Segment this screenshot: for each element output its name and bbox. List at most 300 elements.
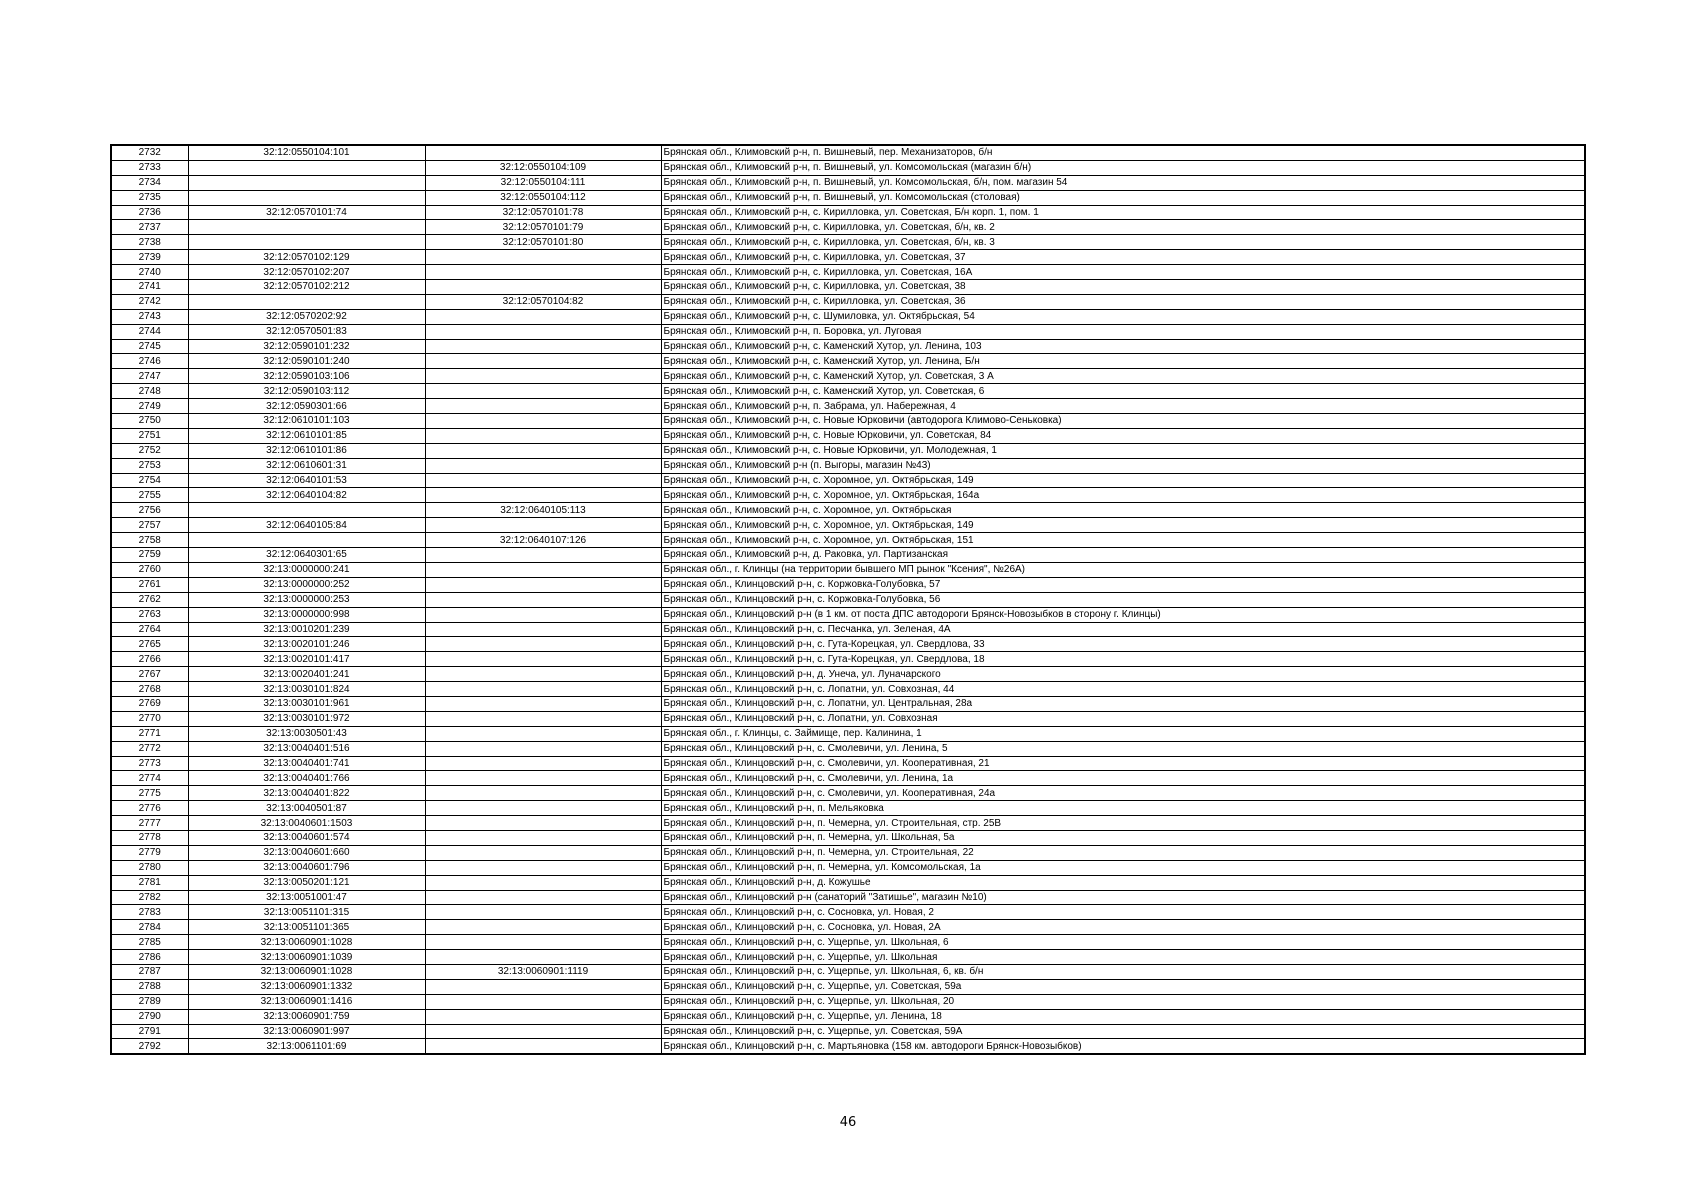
address-cell: Брянская обл., Клинцовский р-н, с. Ущерпье, ул. Школьная bbox=[661, 950, 1585, 965]
cadastral-number-cell: 32:13:0040401:822 bbox=[188, 786, 425, 801]
table-row bbox=[111, 875, 1585, 890]
object-cadastral-number-cell bbox=[425, 652, 661, 667]
object-cadastral-number-cell bbox=[425, 488, 661, 503]
property-table-body bbox=[111, 145, 1585, 1054]
row-number-cell: 2788 bbox=[111, 979, 188, 994]
table-row bbox=[111, 235, 1585, 250]
cadastral-number-cell: 32:13:0060901:997 bbox=[188, 1024, 425, 1039]
table-row bbox=[111, 488, 1585, 503]
cadastral-number-cell: 32:12:0570102:129 bbox=[188, 250, 425, 265]
cadastral-number-cell: 32:13:0060901:1416 bbox=[188, 994, 425, 1009]
object-cadastral-number-cell bbox=[425, 577, 661, 592]
cadastral-number-cell: 32:13:0030101:961 bbox=[188, 696, 425, 711]
row-number-cell: 2772 bbox=[111, 741, 188, 756]
object-cadastral-number-cell: 32:12:0550104:111 bbox=[425, 175, 661, 190]
table-row bbox=[111, 860, 1585, 875]
table-row bbox=[111, 979, 1585, 994]
object-cadastral-number-cell bbox=[425, 548, 661, 563]
cadastral-number-cell: 32:13:0000000:252 bbox=[188, 577, 425, 592]
address-cell: Брянская обл., Климовский р-н, с. Хоромное, ул. Октябрьская, 151 bbox=[661, 533, 1585, 548]
address-cell: Брянская обл., Климовский р-н, с. Каменский Хутор, ул. Советская, 3 А bbox=[661, 369, 1585, 384]
object-cadastral-number-cell bbox=[425, 324, 661, 339]
cadastral-number-cell bbox=[188, 190, 425, 205]
row-number-cell: 2734 bbox=[111, 175, 188, 190]
cadastral-number-cell: 32:13:0020101:417 bbox=[188, 652, 425, 667]
cadastral-number-cell: 32:13:0040601:660 bbox=[188, 845, 425, 860]
address-cell: Брянская обл., Клинцовский р-н, с. Мартьяновка (158 км. автодороги Брянск-Новозыбков) bbox=[661, 1039, 1585, 1054]
address-cell: Брянская обл., Климовский р-н, с. Кирилловка, ул. Советская, 37 bbox=[661, 250, 1585, 265]
table-row bbox=[111, 845, 1585, 860]
row-number-cell: 2739 bbox=[111, 250, 188, 265]
cadastral-number-cell: 32:12:0590101:240 bbox=[188, 354, 425, 369]
cadastral-number-cell: 32:12:0590301:66 bbox=[188, 399, 425, 414]
object-cadastral-number-cell bbox=[425, 950, 661, 965]
object-cadastral-number-cell bbox=[425, 920, 661, 935]
row-number-cell: 2735 bbox=[111, 190, 188, 205]
cadastral-number-cell: 32:13:0040401:516 bbox=[188, 741, 425, 756]
object-cadastral-number-cell bbox=[425, 518, 661, 533]
address-cell: Брянская обл., Климовский р-н, с. Каменский Хутор, ул. Ленина, Б/н bbox=[661, 354, 1585, 369]
row-number-cell: 2783 bbox=[111, 905, 188, 920]
address-cell: Брянская обл., Климовский р-н, п. Вишневый, ул. Комсомольская (столовая) bbox=[661, 190, 1585, 205]
object-cadastral-number-cell bbox=[425, 414, 661, 429]
object-cadastral-number-cell: 32:12:0640105:113 bbox=[425, 503, 661, 518]
cadastral-number-cell: 32:13:0060901:759 bbox=[188, 1009, 425, 1024]
row-number-cell: 2774 bbox=[111, 771, 188, 786]
property-table bbox=[110, 144, 1586, 1055]
row-number-cell: 2744 bbox=[111, 324, 188, 339]
cadastral-number-cell: 32:13:0040601:1503 bbox=[188, 816, 425, 831]
row-number-cell: 2764 bbox=[111, 622, 188, 637]
row-number-cell: 2784 bbox=[111, 920, 188, 935]
row-number-cell: 2771 bbox=[111, 726, 188, 741]
address-cell: Брянская обл., Клинцовский р-н, п. Мельяковка bbox=[661, 801, 1585, 816]
cadastral-number-cell: 32:13:0040501:87 bbox=[188, 801, 425, 816]
row-number-cell: 2760 bbox=[111, 562, 188, 577]
table-row bbox=[111, 816, 1585, 831]
row-number-cell: 2759 bbox=[111, 548, 188, 563]
row-number-cell: 2777 bbox=[111, 816, 188, 831]
address-cell: Брянская обл., Клинцовский р-н, с. Ущерпье, ул. Школьная, 6 bbox=[661, 935, 1585, 950]
object-cadastral-number-cell bbox=[425, 905, 661, 920]
address-cell: Брянская обл., Клинцовский р-н, с. Коржовка-Голубовка, 57 bbox=[661, 577, 1585, 592]
cadastral-number-cell bbox=[188, 235, 425, 250]
object-cadastral-number-cell bbox=[425, 399, 661, 414]
table-row bbox=[111, 428, 1585, 443]
cadastral-number-cell: 32:13:0000000:998 bbox=[188, 607, 425, 622]
row-number-cell: 2747 bbox=[111, 369, 188, 384]
address-cell: Брянская обл., Клинцовский р-н, с. Лопатни, ул. Совхозная, 44 bbox=[661, 682, 1585, 697]
row-number-cell: 2733 bbox=[111, 160, 188, 175]
cadastral-number-cell: 32:12:0570501:83 bbox=[188, 324, 425, 339]
cadastral-number-cell bbox=[188, 220, 425, 235]
row-number-cell: 2779 bbox=[111, 845, 188, 860]
row-number-cell: 2781 bbox=[111, 875, 188, 890]
table-row bbox=[111, 265, 1585, 280]
address-cell: Брянская обл., Клинцовский р-н, д. Кожушье bbox=[661, 875, 1585, 890]
table-row bbox=[111, 801, 1585, 816]
row-number-cell: 2780 bbox=[111, 860, 188, 875]
row-number-cell: 2751 bbox=[111, 428, 188, 443]
row-number-cell: 2767 bbox=[111, 667, 188, 682]
object-cadastral-number-cell bbox=[425, 265, 661, 280]
address-cell: Брянская обл., Клинцовский р-н, с. Смолевичи, ул. Кооперативная, 21 bbox=[661, 756, 1585, 771]
cadastral-number-cell: 32:13:0050201:121 bbox=[188, 875, 425, 890]
table-row bbox=[111, 607, 1585, 622]
object-cadastral-number-cell bbox=[425, 726, 661, 741]
object-cadastral-number-cell: 32:12:0570104:82 bbox=[425, 294, 661, 309]
row-number-cell: 2762 bbox=[111, 592, 188, 607]
row-number-cell: 2776 bbox=[111, 801, 188, 816]
address-cell: Брянская обл., Климовский р-н, п. Забрама, ул. Набережная, 4 bbox=[661, 399, 1585, 414]
object-cadastral-number-cell bbox=[425, 875, 661, 890]
address-cell: Брянская обл., Климовский р-н, с. Хоромное, ул. Октябрьская, 149 bbox=[661, 518, 1585, 533]
table-row bbox=[111, 1039, 1585, 1054]
table-row bbox=[111, 935, 1585, 950]
address-cell: Брянская обл., Клинцовский р-н, с. Песчанка, ул. Зеленая, 4А bbox=[661, 622, 1585, 637]
table-row bbox=[111, 1024, 1585, 1039]
cadastral-number-cell: 32:12:0610101:86 bbox=[188, 443, 425, 458]
table-row bbox=[111, 250, 1585, 265]
object-cadastral-number-cell bbox=[425, 443, 661, 458]
object-cadastral-number-cell bbox=[425, 801, 661, 816]
object-cadastral-number-cell: 32:12:0570101:80 bbox=[425, 235, 661, 250]
cadastral-number-cell: 32:12:0640301:65 bbox=[188, 548, 425, 563]
row-number-cell: 2745 bbox=[111, 339, 188, 354]
object-cadastral-number-cell bbox=[425, 845, 661, 860]
table-row bbox=[111, 473, 1585, 488]
cadastral-number-cell: 32:12:0550104:101 bbox=[188, 145, 425, 160]
object-cadastral-number-cell bbox=[425, 384, 661, 399]
cadastral-number-cell: 32:12:0640104:82 bbox=[188, 488, 425, 503]
page-number: 46 bbox=[839, 1115, 857, 1130]
object-cadastral-number-cell: 32:12:0570101:78 bbox=[425, 205, 661, 220]
address-cell: Брянская обл., Клинцовский р-н, п. Чемерна, ул. Строительная, стр. 25В bbox=[661, 816, 1585, 831]
address-cell: Брянская обл., Клинцовский р-н, с. Смолевичи, ул. Ленина, 1а bbox=[661, 771, 1585, 786]
cadastral-number-cell: 32:12:0640101:53 bbox=[188, 473, 425, 488]
cadastral-number-cell: 32:12:0590103:106 bbox=[188, 369, 425, 384]
row-number-cell: 2770 bbox=[111, 711, 188, 726]
address-cell: Брянская обл., г. Клинцы, с. Займище, пер. Калинина, 1 bbox=[661, 726, 1585, 741]
object-cadastral-number-cell bbox=[425, 607, 661, 622]
address-cell: Брянская обл., Климовский р-н, с. Каменский Хутор, ул. Советская, 6 bbox=[661, 384, 1585, 399]
address-cell: Брянская обл., Климовский р-н, с. Хоромное, ул. Октябрьская, 164а bbox=[661, 488, 1585, 503]
table-row bbox=[111, 562, 1585, 577]
address-cell: Брянская обл., Клинцовский р-н, с. Гута-Корецкая, ул. Свердлова, 33 bbox=[661, 637, 1585, 652]
cadastral-number-cell: 32:13:0051101:365 bbox=[188, 920, 425, 935]
object-cadastral-number-cell bbox=[425, 994, 661, 1009]
address-cell: Брянская обл., Климовский р-н (п. Выгоры, магазин №43) bbox=[661, 458, 1585, 473]
cadastral-number-cell: 32:13:0030101:972 bbox=[188, 711, 425, 726]
row-number-cell: 2746 bbox=[111, 354, 188, 369]
address-cell: Брянская обл., Клинцовский р-н, с. Лопатни, ул. Совхозная bbox=[661, 711, 1585, 726]
table-row bbox=[111, 324, 1585, 339]
table-row bbox=[111, 905, 1585, 920]
address-cell: Брянская обл., Климовский р-н, с. Новые Юрковичи, ул. Молодежная, 1 bbox=[661, 443, 1585, 458]
address-cell: Брянская обл., Клинцовский р-н (санаторий "Затишье", магазин №10) bbox=[661, 890, 1585, 905]
row-number-cell: 2753 bbox=[111, 458, 188, 473]
object-cadastral-number-cell bbox=[425, 369, 661, 384]
address-cell: Брянская обл., Клинцовский р-н, с. Лопатни, ул. Центральная, 28а bbox=[661, 696, 1585, 711]
table-row bbox=[111, 577, 1585, 592]
cadastral-number-cell: 32:12:0610101:85 bbox=[188, 428, 425, 443]
address-cell: Брянская обл., г. Клинцы (на территории бывшего МП рынок "Ксения", №26А) bbox=[661, 562, 1585, 577]
object-cadastral-number-cell bbox=[425, 428, 661, 443]
table-row bbox=[111, 637, 1585, 652]
object-cadastral-number-cell bbox=[425, 830, 661, 845]
table-row bbox=[111, 696, 1585, 711]
cadastral-number-cell: 32:13:0060901:1332 bbox=[188, 979, 425, 994]
row-number-cell: 2773 bbox=[111, 756, 188, 771]
cadastral-number-cell: 32:13:0000000:241 bbox=[188, 562, 425, 577]
address-cell: Брянская обл., Клинцовский р-н, д. Унеча, ул. Луначарского bbox=[661, 667, 1585, 682]
table-row bbox=[111, 503, 1585, 518]
row-number-cell: 2761 bbox=[111, 577, 188, 592]
cadastral-number-cell: 32:12:0590103:112 bbox=[188, 384, 425, 399]
row-number-cell: 2763 bbox=[111, 607, 188, 622]
row-number-cell: 2791 bbox=[111, 1024, 188, 1039]
cadastral-number-cell: 32:12:0570102:212 bbox=[188, 280, 425, 295]
cadastral-number-cell bbox=[188, 175, 425, 190]
cadastral-number-cell bbox=[188, 503, 425, 518]
cadastral-number-cell: 32:13:0060901:1039 bbox=[188, 950, 425, 965]
object-cadastral-number-cell bbox=[425, 339, 661, 354]
table-row bbox=[111, 294, 1585, 309]
cadastral-number-cell: 32:13:0040401:766 bbox=[188, 771, 425, 786]
table-row bbox=[111, 964, 1585, 979]
cadastral-number-cell: 32:13:0020101:246 bbox=[188, 637, 425, 652]
object-cadastral-number-cell bbox=[425, 309, 661, 324]
table-row bbox=[111, 518, 1585, 533]
table-row bbox=[111, 682, 1585, 697]
address-cell: Брянская обл., Клинцовский р-н, с. Ущерпье, ул. Школьная, 20 bbox=[661, 994, 1585, 1009]
table-row bbox=[111, 950, 1585, 965]
table-row bbox=[111, 369, 1585, 384]
object-cadastral-number-cell bbox=[425, 145, 661, 160]
table-row bbox=[111, 741, 1585, 756]
cadastral-number-cell: 32:12:0610101:103 bbox=[188, 414, 425, 429]
row-number-cell: 2778 bbox=[111, 830, 188, 845]
row-number-cell: 2749 bbox=[111, 399, 188, 414]
row-number-cell: 2756 bbox=[111, 503, 188, 518]
object-cadastral-number-cell bbox=[425, 935, 661, 950]
row-number-cell: 2754 bbox=[111, 473, 188, 488]
table-row bbox=[111, 309, 1585, 324]
cadastral-number-cell: 32:13:0020401:241 bbox=[188, 667, 425, 682]
table-row bbox=[111, 711, 1585, 726]
row-number-cell: 2787 bbox=[111, 964, 188, 979]
address-cell: Брянская обл., Клинцовский р-н, с. Коржовка-Голубовка, 56 bbox=[661, 592, 1585, 607]
table-row bbox=[111, 145, 1585, 160]
object-cadastral-number-cell bbox=[425, 473, 661, 488]
address-cell: Брянская обл., Клинцовский р-н, п. Чемерна, ул. Школьная, 5а bbox=[661, 830, 1585, 845]
object-cadastral-number-cell bbox=[425, 682, 661, 697]
table-row bbox=[111, 205, 1585, 220]
row-number-cell: 2737 bbox=[111, 220, 188, 235]
address-cell: Брянская обл., Климовский р-н, с. Каменский Хутор, ул. Ленина, 103 bbox=[661, 339, 1585, 354]
address-cell: Брянская обл., Клинцовский р-н (в 1 км. от поста ДПС автодороги Брянск-Новозыбков в сторону г. Клинцы) bbox=[661, 607, 1585, 622]
row-number-cell: 2755 bbox=[111, 488, 188, 503]
row-number-cell: 2750 bbox=[111, 414, 188, 429]
table-row bbox=[111, 533, 1585, 548]
address-cell: Брянская обл., Климовский р-н, с. Кирилловка, ул. Советская, б/н, кв. 3 bbox=[661, 235, 1585, 250]
address-cell: Брянская обл., Клинцовский р-н, с. Сосновка, ул. Новая, 2А bbox=[661, 920, 1585, 935]
object-cadastral-number-cell bbox=[425, 890, 661, 905]
object-cadastral-number-cell bbox=[425, 860, 661, 875]
object-cadastral-number-cell: 32:12:0640107:126 bbox=[425, 533, 661, 548]
cadastral-number-cell: 32:12:0610601:31 bbox=[188, 458, 425, 473]
object-cadastral-number-cell bbox=[425, 1024, 661, 1039]
table-row bbox=[111, 160, 1585, 175]
table-row bbox=[111, 220, 1585, 235]
object-cadastral-number-cell bbox=[425, 280, 661, 295]
table-row bbox=[111, 1009, 1585, 1024]
object-cadastral-number-cell bbox=[425, 979, 661, 994]
table-row bbox=[111, 548, 1585, 563]
table-row bbox=[111, 175, 1585, 190]
row-number-cell: 2736 bbox=[111, 205, 188, 220]
address-cell: Брянская обл., Климовский р-н, с. Кирилловка, ул. Советская, 38 bbox=[661, 280, 1585, 295]
table-row bbox=[111, 414, 1585, 429]
cadastral-number-cell: 32:13:0060901:1028 bbox=[188, 964, 425, 979]
table-row bbox=[111, 190, 1585, 205]
cadastral-number-cell: 32:12:0570102:207 bbox=[188, 265, 425, 280]
address-cell: Брянская обл., Клинцовский р-н, с. Гута-Корецкая, ул. Свердлова, 18 bbox=[661, 652, 1585, 667]
row-number-cell: 2743 bbox=[111, 309, 188, 324]
row-number-cell: 2792 bbox=[111, 1039, 188, 1054]
table-row bbox=[111, 652, 1585, 667]
object-cadastral-number-cell: 32:12:0570101:79 bbox=[425, 220, 661, 235]
address-cell: Брянская обл., Климовский р-н, д. Раковка, ул. Партизанская bbox=[661, 548, 1585, 563]
object-cadastral-number-cell bbox=[425, 816, 661, 831]
cadastral-number-cell bbox=[188, 160, 425, 175]
row-number-cell: 2785 bbox=[111, 935, 188, 950]
address-cell: Брянская обл., Климовский р-н, с. Кирилловка, ул. Советская, б/н, кв. 2 bbox=[661, 220, 1585, 235]
cadastral-number-cell: 32:13:0060901:1028 bbox=[188, 935, 425, 950]
row-number-cell: 2752 bbox=[111, 443, 188, 458]
table-row bbox=[111, 622, 1585, 637]
table-row bbox=[111, 920, 1585, 935]
row-number-cell: 2775 bbox=[111, 786, 188, 801]
cadastral-number-cell: 32:13:0030101:824 bbox=[188, 682, 425, 697]
address-cell: Брянская обл., Клинцовский р-н, с. Ущерпье, ул. Школьная, 6, кв. б/н bbox=[661, 964, 1585, 979]
address-cell: Брянская обл., Климовский р-н, с. Кирилловка, ул. Советская, Б/н корп. 1, пом. 1 bbox=[661, 205, 1585, 220]
object-cadastral-number-cell bbox=[425, 354, 661, 369]
row-number-cell: 2738 bbox=[111, 235, 188, 250]
object-cadastral-number-cell bbox=[425, 622, 661, 637]
cadastral-number-cell: 32:13:0040601:796 bbox=[188, 860, 425, 875]
row-number-cell: 2782 bbox=[111, 890, 188, 905]
cadastral-number-cell bbox=[188, 294, 425, 309]
row-number-cell: 2757 bbox=[111, 518, 188, 533]
address-cell: Брянская обл., Клинцовский р-н, с. Ущерпье, ул. Советская, 59А bbox=[661, 1024, 1585, 1039]
address-cell: Брянская обл., Климовский р-н, с. Новые Юрковичи, ул. Советская, 84 bbox=[661, 428, 1585, 443]
object-cadastral-number-cell bbox=[425, 696, 661, 711]
address-cell: Брянская обл., Клинцовский р-н, с. Ущерпье, ул. Советская, 59а bbox=[661, 979, 1585, 994]
address-cell: Брянская обл., Клинцовский р-н, п. Чемерна, ул. Комсомольская, 1а bbox=[661, 860, 1585, 875]
cadastral-number-cell: 32:13:0040601:574 bbox=[188, 830, 425, 845]
address-cell: Брянская обл., Клинцовский р-н, п. Чемерна, ул. Строительная, 22 bbox=[661, 845, 1585, 860]
row-number-cell: 2769 bbox=[111, 696, 188, 711]
row-number-cell: 2768 bbox=[111, 682, 188, 697]
object-cadastral-number-cell bbox=[425, 756, 661, 771]
address-cell: Брянская обл., Климовский р-н, с. Хоромное, ул. Октябрьская bbox=[661, 503, 1585, 518]
object-cadastral-number-cell: 32:12:0550104:109 bbox=[425, 160, 661, 175]
address-cell: Брянская обл., Климовский р-н, п. Боровка, ул. Луговая bbox=[661, 324, 1585, 339]
cadastral-number-cell: 32:12:0590101:232 bbox=[188, 339, 425, 354]
table-row bbox=[111, 280, 1585, 295]
row-number-cell: 2790 bbox=[111, 1009, 188, 1024]
cadastral-number-cell: 32:13:0030501:43 bbox=[188, 726, 425, 741]
address-cell: Брянская обл., Клинцовский р-н, с. Смолевичи, ул. Кооперативная, 24а bbox=[661, 786, 1585, 801]
cadastral-number-cell bbox=[188, 533, 425, 548]
object-cadastral-number-cell bbox=[425, 1009, 661, 1024]
object-cadastral-number-cell bbox=[425, 667, 661, 682]
cadastral-number-cell: 32:13:0061101:69 bbox=[188, 1039, 425, 1054]
address-cell: Брянская обл., Клинцовский р-н, с. Ущерпье, ул. Ленина, 18 bbox=[661, 1009, 1585, 1024]
row-number-cell: 2789 bbox=[111, 994, 188, 1009]
table-row bbox=[111, 384, 1585, 399]
object-cadastral-number-cell: 32:13:0060901:1119 bbox=[425, 964, 661, 979]
object-cadastral-number-cell bbox=[425, 562, 661, 577]
table-row bbox=[111, 994, 1585, 1009]
table-row bbox=[111, 756, 1585, 771]
cadastral-number-cell: 32:13:0010201:239 bbox=[188, 622, 425, 637]
address-cell: Брянская обл., Климовский р-н, п. Вишневый, ул. Комсомольская, б/н, пом. магазин 54 bbox=[661, 175, 1585, 190]
row-number-cell: 2786 bbox=[111, 950, 188, 965]
cadastral-number-cell: 32:13:0051101:315 bbox=[188, 905, 425, 920]
object-cadastral-number-cell bbox=[425, 637, 661, 652]
cadastral-number-cell: 32:12:0570202:92 bbox=[188, 309, 425, 324]
address-cell: Брянская обл., Климовский р-н, с. Кирилловка, ул. Советская, 16А bbox=[661, 265, 1585, 280]
address-cell: Брянская обл., Климовский р-н, п. Вишневый, ул. Комсомольская (магазин б/н) bbox=[661, 160, 1585, 175]
row-number-cell: 2748 bbox=[111, 384, 188, 399]
cadastral-number-cell: 32:13:0051001:47 bbox=[188, 890, 425, 905]
object-cadastral-number-cell bbox=[425, 1039, 661, 1054]
address-cell: Брянская обл., Клинцовский р-н, с. Сосновка, ул. Новая, 2 bbox=[661, 905, 1585, 920]
cadastral-number-cell: 32:12:0640105:84 bbox=[188, 518, 425, 533]
table-row bbox=[111, 786, 1585, 801]
row-number-cell: 2741 bbox=[111, 280, 188, 295]
table-row bbox=[111, 771, 1585, 786]
cadastral-number-cell: 32:12:0570101:74 bbox=[188, 205, 425, 220]
address-cell: Брянская обл., Климовский р-н, с. Шумиловка, ул. Октябрьская, 54 bbox=[661, 309, 1585, 324]
object-cadastral-number-cell bbox=[425, 786, 661, 801]
table-row bbox=[111, 890, 1585, 905]
table-row bbox=[111, 726, 1585, 741]
table-row bbox=[111, 830, 1585, 845]
row-number-cell: 2765 bbox=[111, 637, 188, 652]
address-cell: Брянская обл., Климовский р-н, п. Вишневый, пер. Механизаторов, б/н bbox=[661, 145, 1585, 160]
table-row bbox=[111, 458, 1585, 473]
address-cell: Брянская обл., Климовский р-н, с. Хоромное, ул. Октябрьская, 149 bbox=[661, 473, 1585, 488]
object-cadastral-number-cell bbox=[425, 711, 661, 726]
object-cadastral-number-cell bbox=[425, 458, 661, 473]
row-number-cell: 2732 bbox=[111, 145, 188, 160]
table-row bbox=[111, 399, 1585, 414]
table-row bbox=[111, 354, 1585, 369]
row-number-cell: 2766 bbox=[111, 652, 188, 667]
table-row bbox=[111, 443, 1585, 458]
cadastral-number-cell: 32:13:0000000:253 bbox=[188, 592, 425, 607]
row-number-cell: 2758 bbox=[111, 533, 188, 548]
row-number-cell: 2740 bbox=[111, 265, 188, 280]
object-cadastral-number-cell bbox=[425, 250, 661, 265]
address-cell: Брянская обл., Клинцовский р-н, с. Смолевичи, ул. Ленина, 5 bbox=[661, 741, 1585, 756]
row-number-cell: 2742 bbox=[111, 294, 188, 309]
object-cadastral-number-cell bbox=[425, 741, 661, 756]
object-cadastral-number-cell: 32:12:0550104:112 bbox=[425, 190, 661, 205]
